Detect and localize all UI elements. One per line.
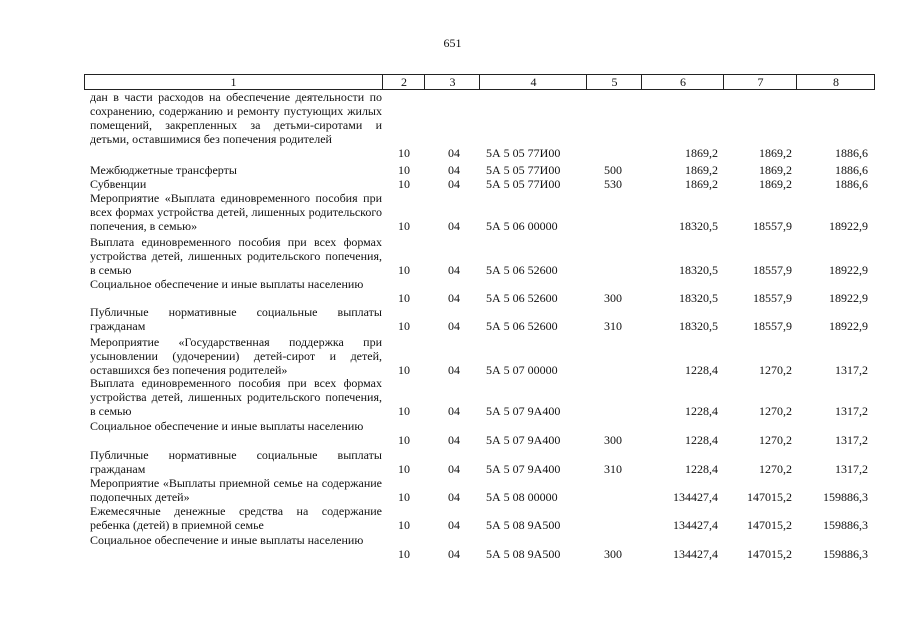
row-col-5: 300: [604, 433, 622, 447]
row-col-6: 1869,2: [685, 163, 718, 177]
table-row: [84, 376, 875, 418]
table-row: [84, 177, 875, 191]
row-col-7: 1270,2: [759, 462, 792, 476]
row-col-3: 04: [448, 263, 460, 277]
row-name: Выплата единовременного пособия при всех формах устройства детей, лишенных родительского попечения, в семью: [90, 235, 382, 277]
row-col-5: 300: [604, 547, 622, 561]
header-col-7: 7: [723, 75, 797, 89]
row-col-5: 310: [604, 462, 622, 476]
row-col-6: 1228,4: [685, 462, 718, 476]
row-col-4: 5А 5 06 52600: [486, 291, 558, 305]
row-col-6: 1228,4: [685, 363, 718, 377]
row-col-8: 18922,9: [829, 219, 868, 233]
row-col-2: 10: [398, 433, 410, 447]
row-col-2: 10: [398, 163, 410, 177]
row-col-2: 10: [398, 547, 410, 561]
row-col-4: 5А 5 07 00000: [486, 363, 558, 377]
row-col-2: 10: [398, 518, 410, 532]
row-col-8: 18922,9: [829, 263, 868, 277]
row-name: дан в части расходов на обеспечение деятельности по сохранению, содержанию и ремонту пустующих жилых помещений, закрепленных за детьми-сиротами и детьми, оставшимися без попечения родителей: [90, 90, 382, 146]
row-name: Публичные нормативные социальные выплаты гражданам: [90, 448, 382, 476]
budget-table: [84, 74, 875, 561]
row-name: Публичные нормативные социальные выплаты гражданам: [90, 305, 382, 333]
row-col-4: 5А 5 08 00000: [486, 490, 558, 504]
row-col-4: 5А 5 08 9А500: [486, 547, 561, 561]
row-col-7: 18557,9: [753, 319, 792, 333]
row-col-2: 10: [398, 219, 410, 233]
table-row: [84, 163, 875, 177]
header-col-1: 1: [230, 75, 237, 89]
row-col-7: 1869,2: [759, 177, 792, 191]
row-col-6: 1869,2: [685, 146, 718, 160]
row-col-7: 1270,2: [759, 363, 792, 377]
header-col-5: 5: [586, 75, 642, 89]
row-col-4: 5А 5 07 9А400: [486, 433, 561, 447]
row-col-5: 300: [604, 291, 622, 305]
row-col-2: 10: [398, 177, 410, 191]
table-row: [84, 191, 875, 233]
table-row: [84, 335, 875, 377]
row-col-7: 18557,9: [753, 291, 792, 305]
row-col-8: 159886,3: [823, 490, 868, 504]
row-col-3: 04: [448, 462, 460, 476]
row-col-2: 10: [398, 363, 410, 377]
row-col-5: 500: [604, 163, 622, 177]
row-col-7: 147015,2: [747, 547, 792, 561]
row-name: Ежемесячные денежные средства на содержание ребенка (детей) в приемной семье: [90, 504, 382, 532]
row-col-7: 1270,2: [759, 404, 792, 418]
row-col-8: 1317,2: [835, 433, 868, 447]
table-header: [84, 74, 875, 90]
table-row: [84, 476, 875, 504]
row-col-3: 04: [448, 319, 460, 333]
row-col-4: 5А 5 06 52600: [486, 319, 558, 333]
row-col-3: 04: [448, 291, 460, 305]
row-col-7: 18557,9: [753, 219, 792, 233]
header-col-6: 6: [641, 75, 724, 89]
table-row: [84, 448, 875, 476]
row-col-3: 04: [448, 547, 460, 561]
row-col-8: 1886,6: [835, 146, 868, 160]
row-col-7: 1869,2: [759, 146, 792, 160]
row-col-3: 04: [448, 433, 460, 447]
row-name: Социальное обеспечение и иные выплаты населению: [90, 277, 364, 291]
table-row: [84, 533, 875, 561]
header-col-8: 8: [796, 75, 875, 89]
row-col-8: 1886,6: [835, 177, 868, 191]
table-row: [84, 305, 875, 333]
row-col-6: 134427,4: [673, 490, 718, 504]
table-row: [84, 504, 875, 532]
row-col-3: 04: [448, 219, 460, 233]
table-row: [84, 277, 875, 305]
row-name: Мероприятие «Выплаты приемной семье на содержание подопечных детей»: [90, 476, 382, 504]
row-col-8: 159886,3: [823, 547, 868, 561]
header-col-3: 3: [424, 75, 480, 89]
row-col-2: 10: [398, 263, 410, 277]
row-col-8: 159886,3: [823, 518, 868, 532]
row-col-3: 04: [448, 490, 460, 504]
row-col-8: 1317,2: [835, 363, 868, 377]
row-col-5: 310: [604, 319, 622, 333]
row-col-2: 10: [398, 490, 410, 504]
row-col-3: 04: [448, 163, 460, 177]
row-col-4: 5А 5 08 9А500: [486, 518, 561, 532]
row-col-6: 18320,5: [679, 263, 718, 277]
row-col-4: 5А 5 05 77И00: [486, 177, 561, 191]
row-col-6: 18320,5: [679, 319, 718, 333]
row-col-3: 04: [448, 146, 460, 160]
row-name: Социальное обеспечение и иные выплаты населению: [90, 419, 364, 433]
row-col-6: 1869,2: [685, 177, 718, 191]
row-col-6: 134427,4: [673, 547, 718, 561]
row-col-6: 1228,4: [685, 404, 718, 418]
header-col-2: 2: [382, 75, 425, 89]
row-col-2: 10: [398, 319, 410, 333]
row-col-8: 18922,9: [829, 319, 868, 333]
row-col-5: 530: [604, 177, 622, 191]
row-col-7: 1270,2: [759, 433, 792, 447]
table-row: [84, 235, 875, 277]
row-col-4: 5А 5 06 00000: [486, 219, 558, 233]
row-name: Мероприятие «Государственная поддержка при усыновлении (удочерении) детей-сирот и детей, оставшихся без попечения родителей»: [90, 335, 382, 377]
row-col-3: 04: [448, 177, 460, 191]
row-col-2: 10: [398, 404, 410, 418]
row-col-7: 147015,2: [747, 490, 792, 504]
row-col-2: 10: [398, 291, 410, 305]
row-name: Субвенции: [90, 177, 147, 191]
row-name: Межбюджетные трансферты: [90, 163, 237, 177]
row-col-3: 04: [448, 404, 460, 418]
row-col-8: 1886,6: [835, 163, 868, 177]
row-col-4: 5А 5 06 52600: [486, 263, 558, 277]
row-col-2: 10: [398, 462, 410, 476]
row-col-3: 04: [448, 363, 460, 377]
row-col-4: 5А 5 07 9А400: [486, 404, 561, 418]
table-row: [84, 419, 875, 447]
row-col-7: 147015,2: [747, 518, 792, 532]
table-row: [84, 90, 875, 160]
row-col-7: 18557,9: [753, 263, 792, 277]
page-number: 651: [443, 36, 462, 50]
row-col-2: 10: [398, 146, 410, 160]
row-col-8: 18922,9: [829, 291, 868, 305]
row-col-8: 1317,2: [835, 404, 868, 418]
row-col-4: 5А 5 05 77И00: [486, 163, 561, 177]
row-col-7: 1869,2: [759, 163, 792, 177]
row-col-4: 5А 5 07 9А400: [486, 462, 561, 476]
row-col-6: 18320,5: [679, 219, 718, 233]
row-col-6: 18320,5: [679, 291, 718, 305]
row-name: Социальное обеспечение и иные выплаты населению: [90, 533, 364, 547]
row-col-8: 1317,2: [835, 462, 868, 476]
row-col-6: 1228,4: [685, 433, 718, 447]
header-col-4: 4: [479, 75, 587, 89]
row-name: Мероприятие «Выплата единовременного пособия при всех формах устройства детей, лишенных родительского попечения, в семью»: [90, 191, 382, 233]
row-col-3: 04: [448, 518, 460, 532]
row-col-4: 5А 5 05 77И00: [486, 146, 561, 160]
row-col-6: 134427,4: [673, 518, 718, 532]
row-name: Выплата единовременного пособия при всех формах устройства детей, лишенных родительского попечения, в семью: [90, 376, 382, 418]
